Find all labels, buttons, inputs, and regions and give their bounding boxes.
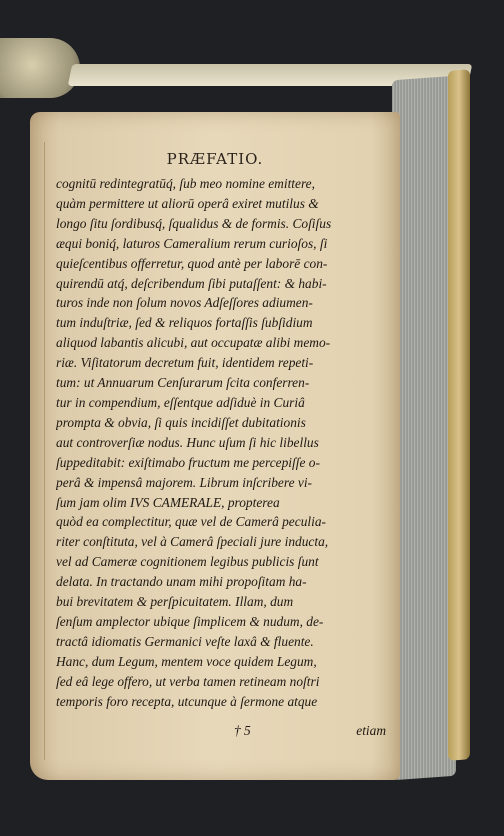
text-line: turos inde non ſolum novos Adſeſſores adiumen- [56,295,313,311]
text-line: longo ſitu ſordibusq́, ſqualidus & de formis. Coſiſus [56,215,332,231]
text-line: tum: ut Annuarum Cenſurarum ſcita conferren- [56,375,310,391]
text-line: ſuppeditabit: exiſtimabo fructum me percepiſſe o- [56,454,320,470]
text-line: aut controverſiæ nodus. Hunc uſum ſi hic libellus [56,434,319,450]
text-line: quòd ea complectitur, quæ vel de Camerâ peculia- [56,514,326,530]
page-gutter [30,142,45,760]
text-line: ſenſum amplector ubique ſimplicem & nudum, de- [56,613,324,629]
text-line: quirendū atq́, deſcribendum ſibi putaſſent: & habi- [56,275,327,291]
text-line: cognitū redintegratūq́, ſub meo nomine emittere, [56,176,315,191]
page-header: PRÆFATIO. [166,150,264,168]
text-line: perâ & impensâ majorem. Librum inſcribere vi- [56,474,313,490]
page-text [56,174,386,711]
signature-mark: † 5 [234,723,251,738]
book-page [30,112,400,780]
book-cover-edge [448,69,470,761]
text-line: vel ad Cameræ cognitionem legibus publicis ſunt [56,554,319,570]
text-line: tractâ idiomatis Germanici veſte laxâ & fluente. [56,633,314,649]
text-line: prompta & obvia, ſi quis incidiſſet dubitationis [56,414,306,430]
book-ribbon-cord [0,38,80,98]
text-line: temporis foro recepta, utcunque à ſermone atque [56,693,318,709]
text-line: quàm permittere ut aliorū operâ exiret mutilus & [56,195,319,211]
text-line: quieſcentibus offerretur, quod antè per laborē con- [56,255,328,271]
text-line: aliquod labantis alicubi, aut occupatæ alibi memo- [56,335,331,351]
text-line: ſum jam olim IVS CAMERALE, propterea [56,494,280,510]
catchword: etiam [356,723,386,738]
text-line: bui brevitatem & perſpicuitatem. Illam, dum [56,594,294,610]
text-line: ſed eâ lege offero, ut verba tamen retineam noſtri [56,673,320,689]
text-line: tur in compendium, eſſentque adſiduè in Curiâ [56,394,305,410]
text-line: æqui boniq́, laturos Cameralium rerum curioſos, ſi [56,235,328,251]
text-line: tum induſtriæ, ſed & reliquos fortaſſis ſubſidium [56,315,313,331]
book-fore-edge [392,76,456,780]
text-line: riter conſtituta, vel à Camerâ ſpeciali jure inducta, [56,534,329,550]
text-line: riæ. Viſitatorum decretum fuit, identidem repeti- [56,355,314,371]
text-line: Hanc, dum Legum, mentem voce quidem Legum, [56,653,317,669]
text-line: delata. In tractando unam mihi propoſitam ha- [56,574,307,590]
